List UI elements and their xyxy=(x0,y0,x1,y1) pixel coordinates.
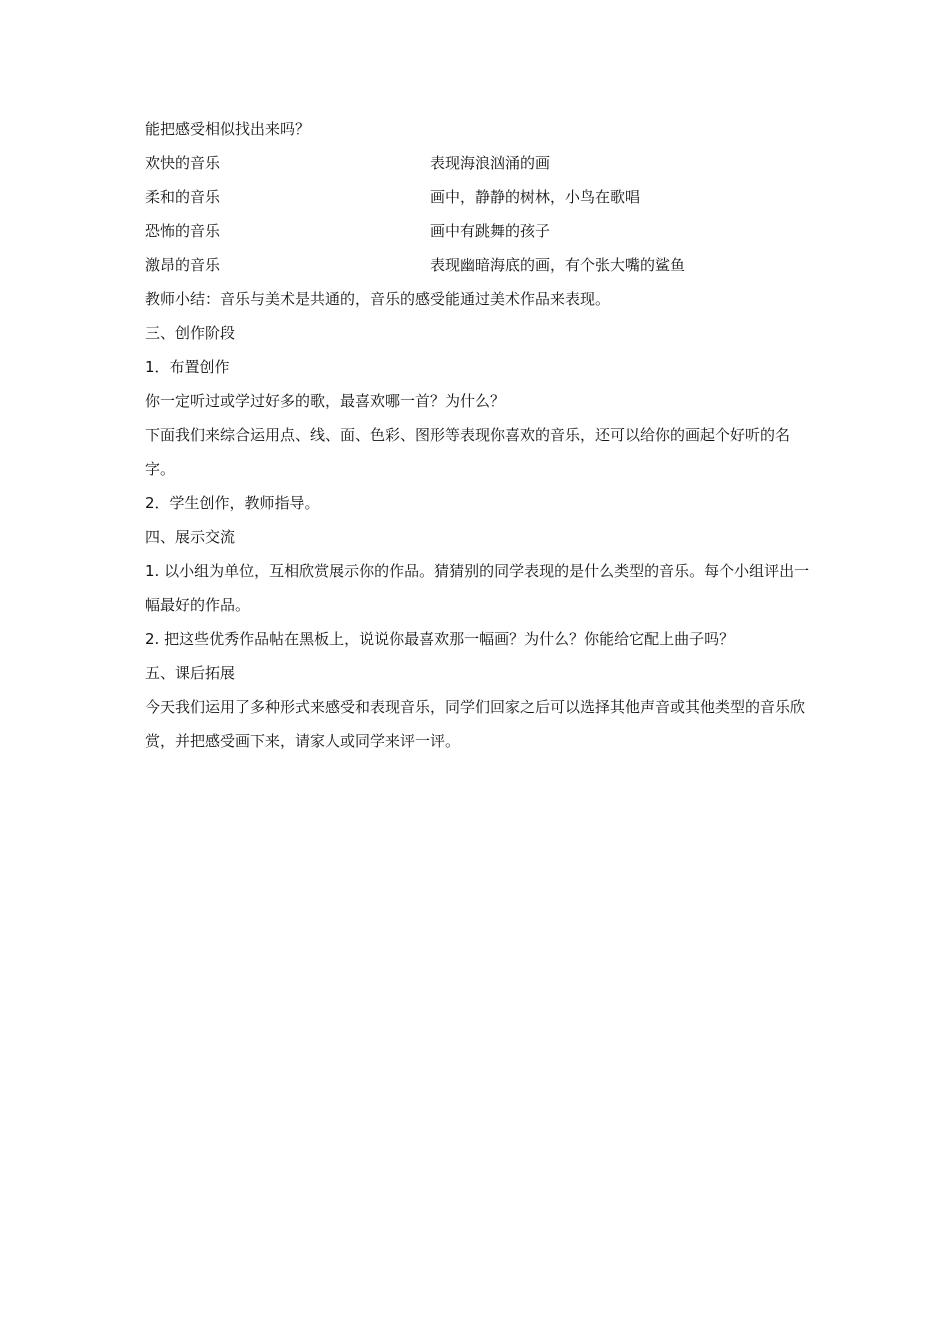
list-item: 1. 以小组为单位，互相欣赏展示你的作品。猜猜别的同学表现的是什么类型的音乐。每个小组评出一幅最好的作品。 xyxy=(145,562,810,614)
paragraph: 今天我们运用了多种形式来感受和表现音乐，同学们回家之后可以选择其他声音或其他类型的音乐欣赏，并把感受画下来，请家人或同学来评一评。 xyxy=(145,698,806,750)
match-row xyxy=(145,248,810,282)
picture-description: 画中有跳舞的孩子 xyxy=(430,222,551,240)
picture-description: 表现海浪汹涌的画 xyxy=(430,154,551,172)
list-item: 2．学生创作，教师指导。 xyxy=(145,494,320,512)
paragraph: 下面我们来综合运用点、线、面、色彩、图形等表现你喜欢的音乐，还可以给你的画起个好听的名字。 xyxy=(145,426,791,478)
match-row xyxy=(145,214,810,248)
match-row xyxy=(145,146,810,180)
section-heading: 五、课后拓展 xyxy=(145,664,236,682)
section-heading: 三、创作阶段 xyxy=(145,324,236,342)
match-row xyxy=(145,180,810,214)
music-type: 柔和的音乐 xyxy=(145,188,221,206)
music-type: 激昂的音乐 xyxy=(145,256,221,274)
picture-description: 表现幽暗海底的画，有个张大嘴的鲨鱼 xyxy=(430,256,686,274)
picture-description: 画中，静静的树林，小鸟在歌唱 xyxy=(430,188,641,206)
music-type: 欢快的音乐 xyxy=(145,154,221,172)
music-type: 恐怖的音乐 xyxy=(145,222,221,240)
intro-question: 能把感受相似找出来吗？ xyxy=(145,120,311,138)
section-heading: 四、展示交流 xyxy=(145,528,236,546)
list-item: 2. 把这些优秀作品帖在黑板上，说说你最喜欢那一幅画？为什么？你能给它配上曲子吗？ xyxy=(145,630,735,648)
document-page xyxy=(145,112,810,758)
teacher-summary: 教师小结：音乐与美术是共通的，音乐的感受能通过美术作品来表现。 xyxy=(145,290,611,308)
list-item: 1．布置创作 xyxy=(145,358,230,376)
paragraph: 你一定听过或学过好多的歌，最喜欢哪一首？为什么？ xyxy=(145,392,506,410)
